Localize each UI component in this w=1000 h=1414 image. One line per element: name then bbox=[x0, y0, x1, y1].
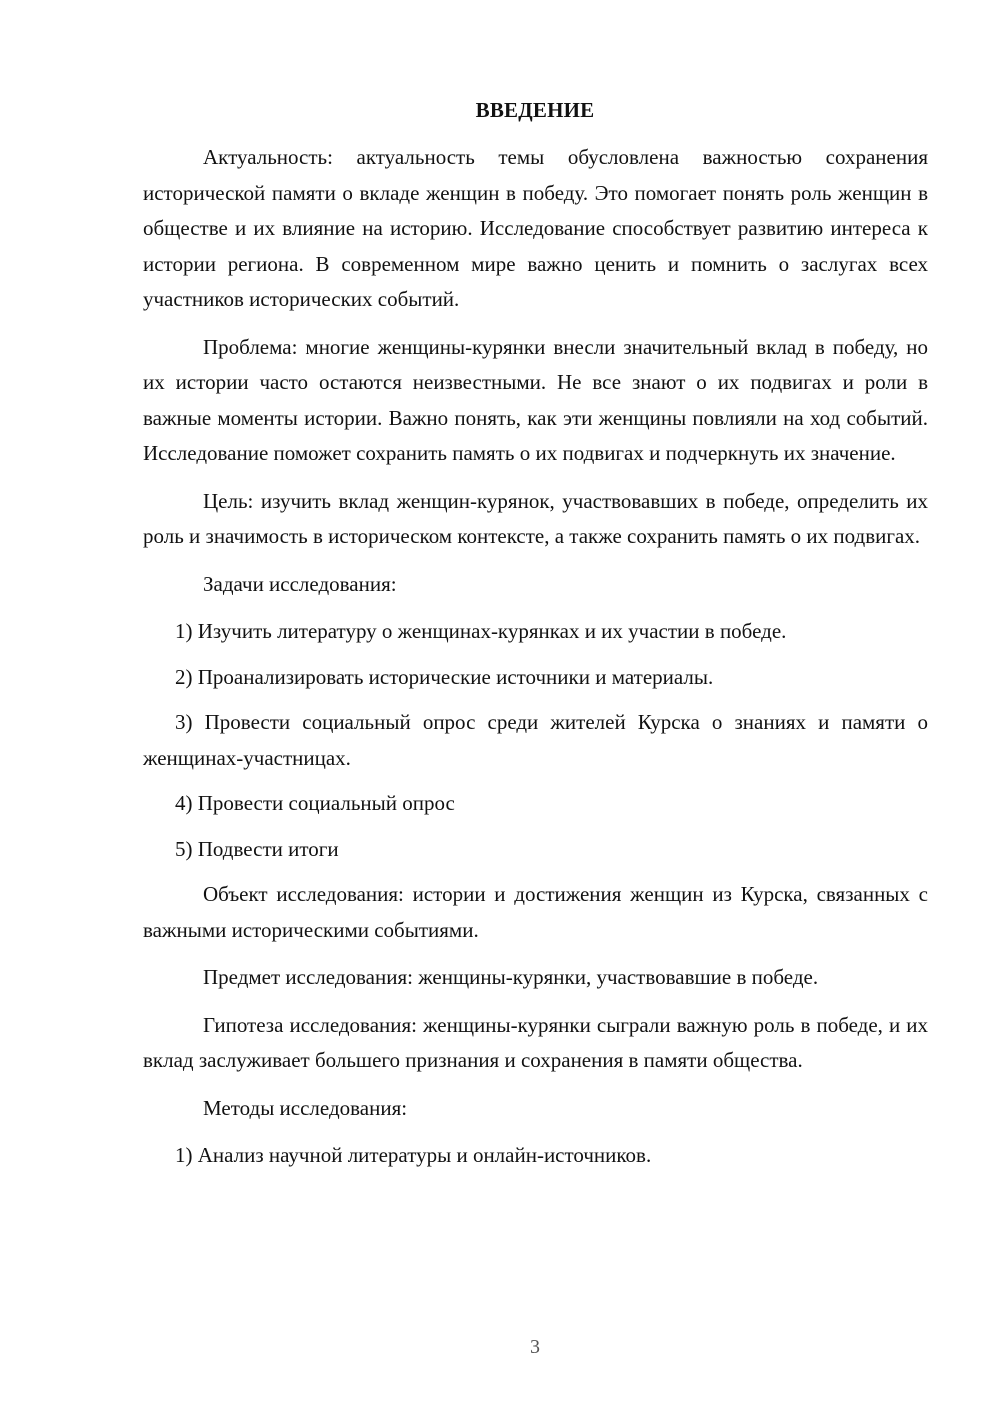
paragraph-subject: Предмет исследования: женщины-курянки, участвовавшие в победе. bbox=[203, 965, 819, 989]
paragraph-hypothesis: Гипотеза исследования: женщины-курянки сыграли важную роль в победе, и их вклад заслуживает большего признания и сохранения в памяти общества. bbox=[143, 1012, 928, 1072]
page-number: 3 bbox=[530, 1336, 540, 1358]
task-item-3: 3) Провести социальный опрос среди жителей Курска о знаниях и памяти о женщинах-участницах. bbox=[143, 710, 928, 770]
paragraph-relevance: Актуальность: актуальность темы обусловлена важностью сохранения исторической памяти о вкладе женщин в победу. Это помогает понять роль женщин в обществе и их влияние на историю. Исследование способствует развитию интереса к истории региона. В современном мире важно ценить и помнить о заслугах всех участников исторических событий. bbox=[143, 145, 928, 311]
task-item-2: 2) Проанализировать исторические источники и материалы. bbox=[175, 664, 714, 689]
paragraph-object: Объект исследования: истории и достижения женщин из Курска, связанных с важными историческими событиями. bbox=[143, 882, 928, 942]
paragraph-problem: Проблема: многие женщины-курянки внесли значительный вклад в победу, но их истории часто остаются неизвестными. Не все знают о их подвигах и роли в важные моменты истории. Важно понять, как эти женщины повлияли на ход событий. Исследование поможет сохранить память о их подвигах и подчеркнуть их значение. bbox=[143, 334, 928, 465]
task-item-1: 1) Изучить литературу о женщинах-курянках и их участии в победе. bbox=[175, 619, 787, 643]
methods-title: Методы исследования: bbox=[203, 1095, 408, 1120]
task-item-5: 5) Подвести итоги bbox=[175, 836, 339, 861]
task-item-4: 4) Провести социальный опрос bbox=[175, 791, 455, 815]
paragraph-goal: Цель: изучить вклад женщин-курянок, участвовавших в победе, определить их роль и значимость в историческом контексте, а также сохранить память о их подвигах. bbox=[143, 488, 928, 548]
tasks-title: Задачи исследования: bbox=[203, 571, 397, 596]
body-text bbox=[143, 140, 928, 1184]
page-title: ВВЕДЕНИЕ bbox=[475, 98, 595, 122]
method-item-1: 1) Анализ научной литературы и онлайн-источников. bbox=[175, 1143, 652, 1167]
